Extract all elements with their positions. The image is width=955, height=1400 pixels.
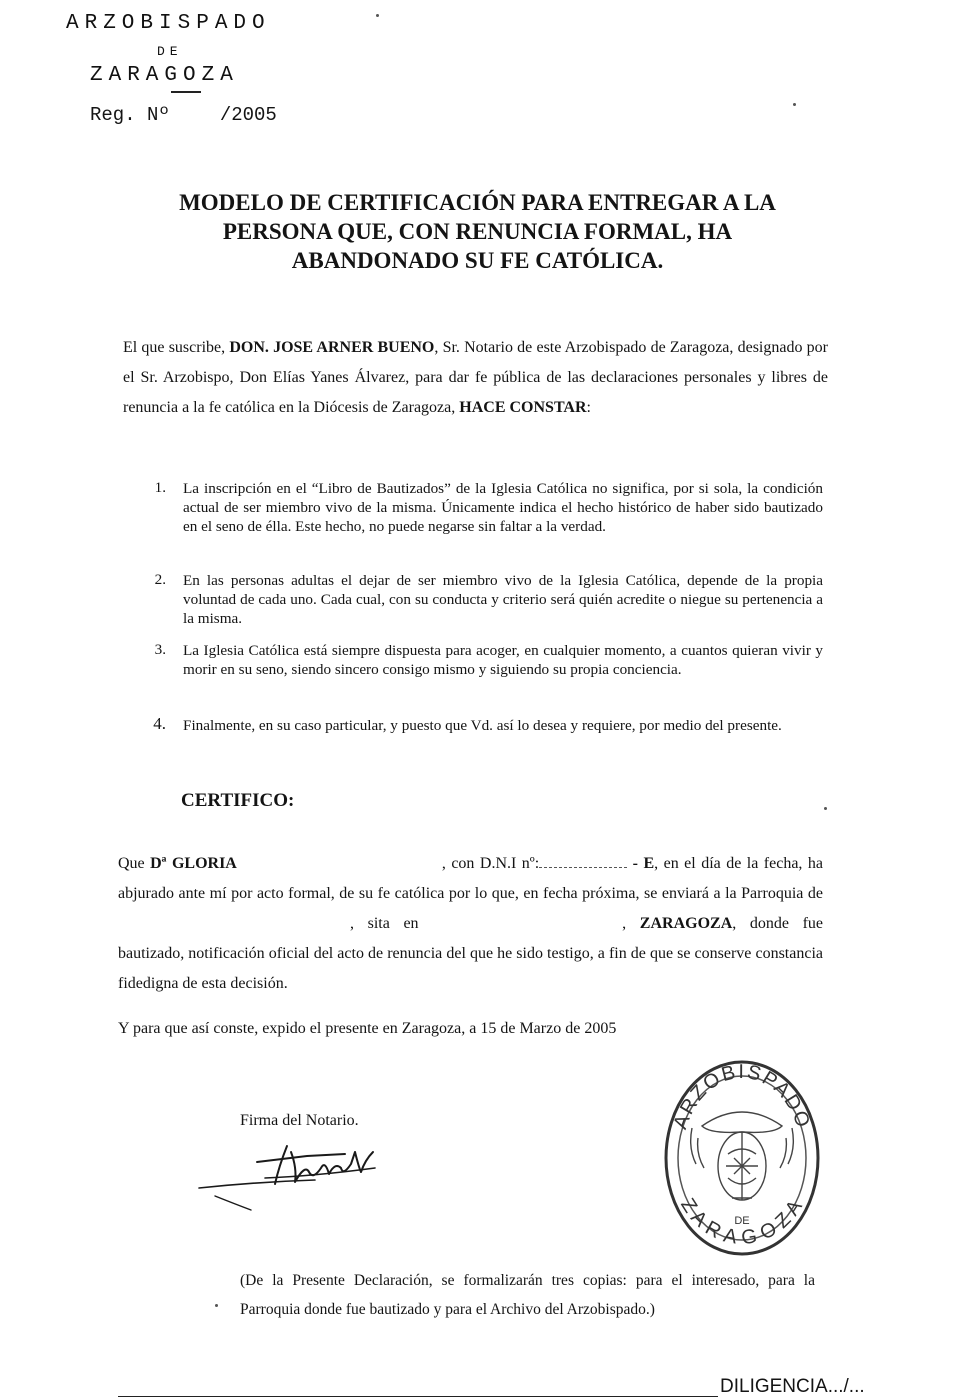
list-item: Finalmente, en su caso particular, y puesto que Vd. así lo desea y requiere, por medio del presente.	[183, 717, 782, 734]
cert-text-4: ,	[622, 915, 640, 932]
letterhead-de: DE	[157, 44, 183, 59]
cert-text-3: , sita en	[350, 915, 433, 932]
notary-name: DON. JOSE ARNER BUENO	[229, 339, 435, 356]
seal-de-text: DE	[734, 1215, 750, 1227]
list-item: La inscripción en el “Libro de Bautizados” de la Iglesia Católica no significa, por si sola, la condición actual de ser miembro vivo de la misma. Únicamente indica el hecho histórico de haber sido bautizado en el seno de élla. Este hecho, no puede negarse sin faltar a la verdad.	[183, 480, 823, 535]
cert-text-5: , donde fue bautizado, notificación oficial del acto de renuncia del que he sido testigo, a fin de que se conserve constancia fidedigna de esta decisión.	[118, 915, 824, 992]
item-number: 4.	[153, 714, 166, 733]
certification-paragraph	[118, 849, 823, 999]
cert-text-que: Que	[118, 855, 151, 872]
cert-text-2: , en el día de la fecha, ha abjurado ante mí por acto formal, de su fe católica por lo que, en fecha próxima, se enviará a la Parroquia de	[118, 855, 823, 902]
diligencia-footer: DILIGENCIA.../...	[720, 1376, 865, 1397]
document-title	[90, 188, 865, 275]
city-zaragoza: ZARAGOZA	[639, 915, 733, 932]
letterhead-zaragoza: ZARAGOZA	[90, 64, 239, 87]
seal-top-text: ARZOBISPADO	[669, 1060, 815, 1133]
svg-text:ARZOBISPADO	[669, 1061, 814, 1132]
archdiocese-seal	[662, 1058, 822, 1258]
hace-constar: HACE CONSTAR	[459, 399, 587, 416]
footer-rule	[118, 1396, 718, 1397]
title-line-3: ABANDONADO SU FE CATÓLICA.	[291, 248, 664, 273]
scan-speck	[824, 807, 827, 810]
certifico-heading: CERTIFICO:	[181, 790, 295, 811]
closing-statement: Y para que así conste, expido el presente en Zaragoza, a 15 de Marzo de 2005	[118, 1020, 617, 1037]
item-number: 3.	[154, 641, 166, 658]
notary-signature	[195, 1138, 415, 1223]
copies-note: (De la Presente Declaración, se formalizarán tres copias: para el interesado, para la Parroquia donde fue bautizado y para el Archivo del Arzobispado.)	[240, 1272, 815, 1318]
recipient-name: Dª GLORIA	[150, 855, 237, 872]
dni-letter: - E	[627, 855, 655, 872]
scan-speck	[376, 14, 379, 17]
list-item: En las personas adultas el dejar de ser miembro vivo de la Iglesia Católica, depende de la propia voluntad de cada uno. Cada cual, con su conducta y criterio será quién acredite o niegue su pertenencia a la misma.	[183, 572, 823, 627]
letterhead-arzobispado: ARZOBISPADO	[66, 12, 271, 35]
item-number: 1.	[154, 479, 166, 496]
signature-label: Firma del Notario.	[240, 1112, 359, 1129]
scan-speck	[215, 1304, 218, 1307]
list-item: La Iglesia Católica está siempre dispuesta para acoger, en cualquier momento, a cuantos quieran vivir y morir en su seno, siendo sincero consigo mismo y siguiendo su propia conciencia.	[183, 642, 823, 678]
letterhead-rule	[171, 91, 201, 93]
cert-text-dni: , con D.N.I nº:	[441, 855, 540, 872]
intro-text-3: :	[586, 399, 591, 416]
title-line-1: MODELO DE CERTIFICACIÓN PARA ENTREGAR A LA	[179, 190, 776, 215]
reg-year: /2005	[219, 104, 277, 126]
redacted-dni	[539, 857, 627, 868]
registration-number	[90, 104, 277, 126]
intro-text-2: , Sr. Notario de este Arzobispado de Zaragoza, designado por el Sr. Arzobispo, Don Elías Yanes Álvarez, para dar fe pública de las declaraciones personales y libres de renuncia a la fe católica en la Diócesis de Zaragoza,	[123, 339, 828, 416]
seal-bottom-text: ZARAGOZA	[676, 1194, 808, 1250]
intro-text-1: El que suscribe,	[123, 339, 230, 356]
item-number: 2.	[154, 571, 166, 588]
title-line-2: PERSONA QUE, CON RENUNCIA FORMAL, HA	[222, 219, 733, 244]
reg-label: Reg. Nº	[90, 104, 170, 126]
scan-speck	[793, 103, 796, 106]
intro-paragraph	[123, 333, 828, 423]
